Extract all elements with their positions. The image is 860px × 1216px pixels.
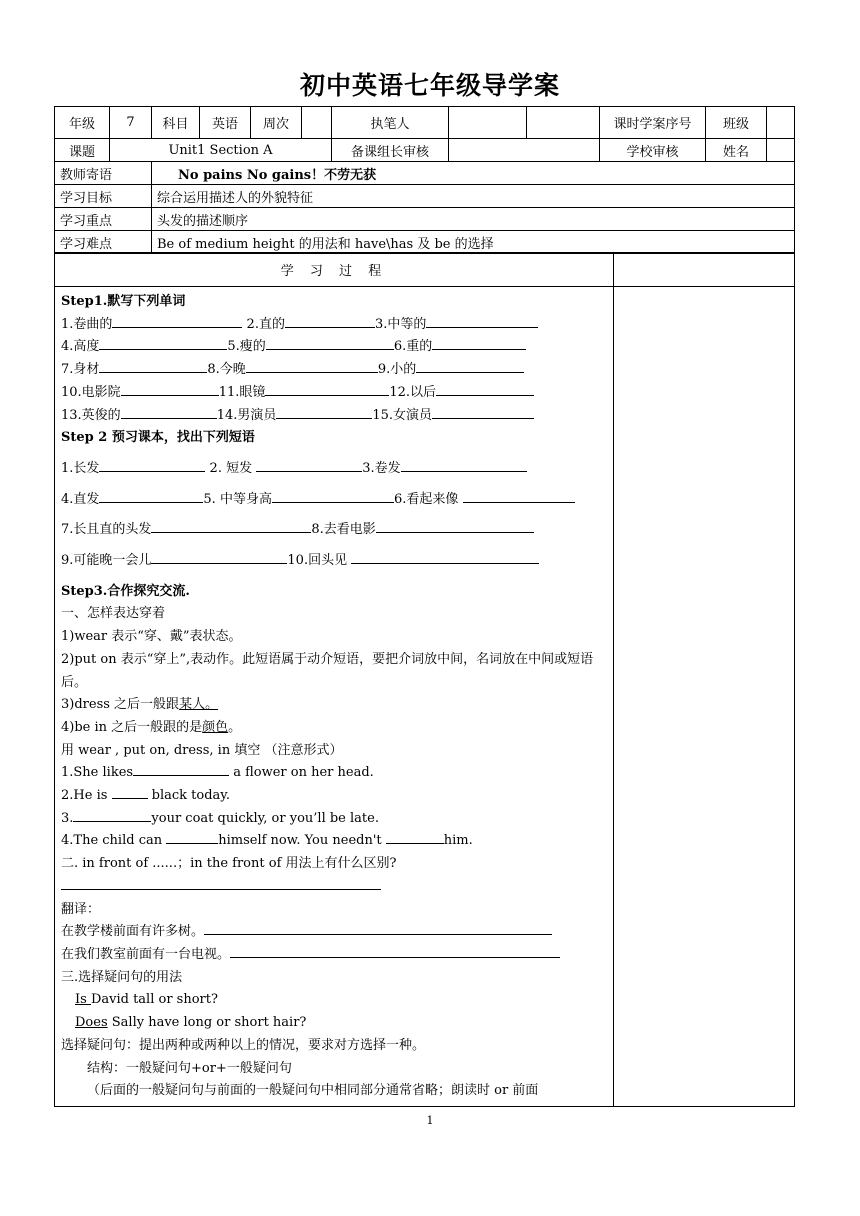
structure: 结构：一般疑问句+or+一般疑问句 [87, 1060, 292, 1076]
translate-label: 翻译： [61, 901, 101, 917]
section3-title: 三.选择疑问句的用法 [61, 969, 183, 985]
name-label: 姓名 [706, 139, 767, 162]
dress-rule: 3)dress 之后一般跟某人。 [61, 697, 219, 713]
learning-goal: 综合运用描述人的外貌特征 [152, 185, 795, 208]
grade-value: 7 [110, 107, 152, 139]
example-1: Is David tall or short? [75, 992, 218, 1008]
wear-rule: 1)wear 表示“穿、戴”表状态。 [61, 629, 242, 645]
question-2: 2.He is black today. [61, 788, 231, 804]
header-table [54, 106, 795, 254]
section1-title: 一、怎样表达穿着 [61, 606, 166, 622]
translate-2: 在我们教室前面有一台电视。 [61, 944, 607, 967]
step2-row-2: 4.直发 5. 中等身高 6.看起来像 [61, 489, 607, 512]
blank-cell [527, 107, 600, 139]
step2-title: Step 2 预习课本，找出下列短语 [61, 430, 255, 446]
class-label: 班级 [706, 107, 767, 139]
note: （后面的一般疑问句与前面的一般疑问句中相同部分通常省略；朗读时 or 前面 [87, 1083, 539, 1099]
put-on-rule: 2)put on 表示“穿上”,表动作。此短语属于动介短语，要把介词放中间，名词放在中间或短语后。 [61, 651, 594, 690]
topic-label: 课题 [55, 139, 110, 162]
topic-value: Unit1 Section A [110, 139, 332, 162]
section2-title: 二. in front of ......；in the front of 用法上有什么区别? [61, 856, 397, 872]
step1-row-1: 1.卷曲的 2.直的 3.中等的 [61, 314, 607, 337]
step2-row-1: 1.长发 2. 短发 3.卷发 [61, 458, 607, 481]
notes-column-header [614, 253, 795, 287]
definition: 选择疑问句：提出两种或两种以上的情况，要求对方选择一种。 [61, 1037, 426, 1053]
teacher-message: No pains No gains！不劳无获 [152, 162, 795, 185]
key-point: 头发的描述顺序 [152, 208, 795, 231]
step1-row-4: 10.电影院 11.眼镜 12.以后 [61, 382, 607, 405]
key-point-label: 学习重点 [55, 208, 152, 231]
step2-row-4: 9.可能晚一会儿 10.回头见 [61, 550, 607, 573]
answer-line [61, 876, 607, 899]
difficulty: Be of medium height 的用法和 have\has 及 be 的选择 [152, 231, 795, 254]
question-4: 4.The child can himself now. You needn't him. [61, 833, 473, 849]
step3-title: Step3.合作探究交流. [61, 583, 190, 599]
step1-row-3: 7.身材 8.今晚 9.小的 [61, 359, 607, 382]
learning-goal-label: 学习目标 [55, 185, 152, 208]
example-2: Does Sally have long or short hair? [75, 1015, 307, 1031]
notes-column [614, 287, 795, 1107]
class-value [767, 107, 795, 139]
process-content [55, 287, 614, 1107]
week-value [302, 107, 332, 139]
writer-value [449, 107, 527, 139]
step1-row-2: 4.高度 5.瘦的 6.重的 [61, 336, 607, 359]
process-title: 学 习 过 程 [55, 253, 614, 287]
subject-value: 英语 [200, 107, 251, 139]
week-label: 周次 [251, 107, 302, 139]
question-3: 3. your coat quickly, or you’ll be late. [61, 810, 379, 826]
step1-row-5: 13.英俊的 14.男演员 15.女演员 [61, 405, 607, 428]
fill-instruction: 用 wear , put on, dress, in 填空 （注意形式） [61, 742, 343, 758]
serial-label: 课时学案序号 [600, 107, 706, 139]
group-review-label: 备课组长审核 [332, 139, 449, 162]
translate-1: 在教学楼前面有许多树。 [61, 921, 607, 944]
writer-label: 执笔人 [332, 107, 449, 139]
step1-title: Step1.默写下列单词 [61, 294, 186, 309]
step2-row-3: 7.长且直的头发 8.去看电影 [61, 519, 607, 542]
name-value [767, 139, 795, 162]
group-review-value [449, 139, 600, 162]
page-title: 初中英语七年级导学案 [299, 71, 560, 100]
teacher-message-label: 教师寄语 [55, 162, 152, 185]
subject-label: 科目 [152, 107, 200, 139]
grade-label: 年级 [55, 107, 110, 139]
be-in-rule: 4)be in 之后一般跟的是颜色。 [61, 719, 242, 735]
process-table [54, 252, 795, 1107]
difficulty-label: 学习难点 [55, 231, 152, 254]
question-1: 1.She likes a flower on her head. [61, 765, 374, 781]
page-number: 1 [426, 1114, 434, 1127]
school-review-label: 学校审核 [600, 139, 706, 162]
